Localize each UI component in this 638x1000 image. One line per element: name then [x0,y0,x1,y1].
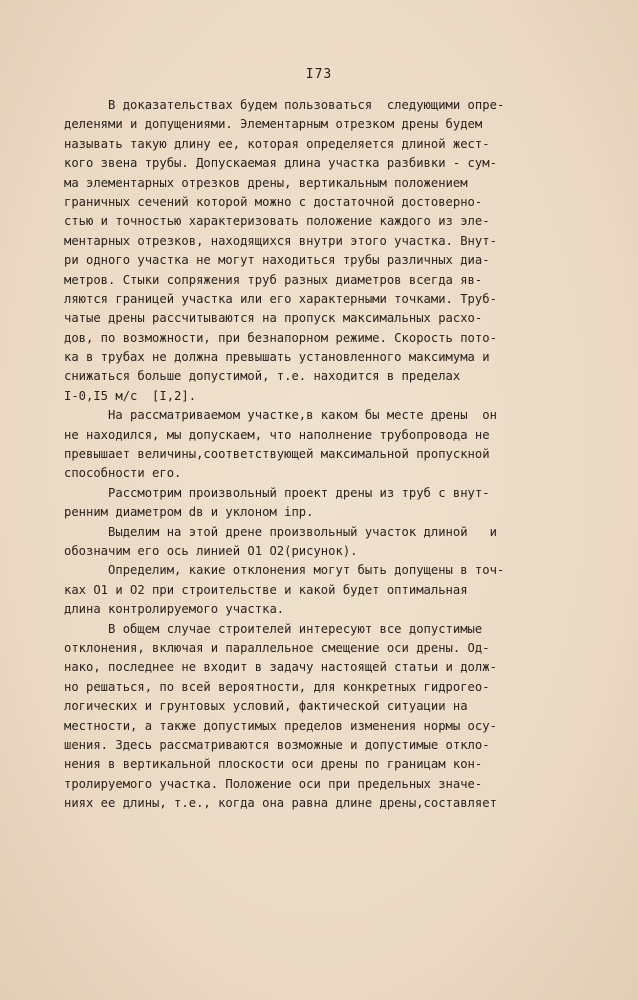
text-line: Выделим на этой дрене произвольный участок длиной и [64,524,497,539]
text-line: шения. Здесь рассматриваются возможные и допустимые откло- [64,737,490,752]
text-line: ренним диаметром dв и уклоном iпр. [64,505,314,520]
page-number: I73 [305,67,333,82]
text-line: но решаться, по всей вероятности, для конкретных гидрогео- [64,679,490,694]
text-line: местности, а также допустимых пределов изменения нормы осу- [64,718,497,733]
body-text [64,96,544,813]
text-line: способности его. [64,466,182,481]
text-line: не находился, мы допускаем, что наполнение трубопровода не [64,427,490,442]
text-line: На рассматриваемом участке,в каком бы месте дрены он [64,408,497,423]
text-line: отклонения, включая и параллельное смещение оси дрены. Од- [64,640,490,655]
text-line: ма элементарных отрезков дрены, вертикальным положением [64,175,468,190]
text-line: В общем случае строителей интересуют все допустимые [64,621,483,636]
text-line: нения в вертикальной плоскости оси дрены по границам кон- [64,757,483,772]
text-line: длина контролируемого участка. [64,602,285,617]
text-line: называть такую длину ее, которая определяется длиной жест- [64,136,490,151]
text-line: нако, последнее не входит в задачу настоящей статьи и долж- [64,660,497,675]
text-line: В доказательствах будем пользоваться следующими опре- [64,98,505,112]
text-line: метров. Стыки сопряжения труб разных диаметров всегда яв- [64,272,483,287]
text-line: чатые дрены рассчитываются на пропуск максимальных расхо- [64,311,483,326]
text-line: Рассмотрим произвольный проект дрены из труб с внут- [64,485,490,500]
text-line: ментарных отрезков, находящихся внутри этого участка. Внут- [64,233,497,248]
text-line: Определим, какие отклонения могут быть допущены в точ- [64,563,505,578]
text-line: ри одного участка не могут находиться трубы различных диа- [64,253,490,268]
text-line: ках O1 и O2 при строительстве и какой будет оптимальная [64,582,468,597]
text-line: дов, по возможности, при безнапорном режиме. Скорость пото- [64,330,497,345]
text-line: стью и точностью характеризовать положение каждого из эле- [64,214,490,229]
text-line: снижаться больше допустимой, т.е. находится в пределах [64,369,461,384]
text-line: превышает величины,соответствующей максимальной пропускной [64,447,490,462]
text-line: ниях ее длины, т.е., когда она равна длине дрены,составляет [64,796,497,811]
text-line: кого звена трубы. Допускаемая длина участка разбивки - сум- [64,156,497,171]
text-line: ляются границей участка или его характерными точками. Труб- [64,291,497,306]
text-line: тролируемого участка. Положение оси при предельных значе- [64,776,483,791]
text-line: I-0,I5 м/с [I,2]. [64,388,197,403]
text-line: ка в трубах не должна превышать установленного максимума и [64,350,490,365]
text-line: логических и грунтовых условий, фактической ситуации на [64,699,468,714]
text-line: обозначим его ось линией O1 O2(рисунок). [64,543,358,558]
text-line: граничных сечений которой можно с достаточной достоверно- [64,194,483,209]
text-line: деленями и допущениями. Элементарным отрезком дрены будем [64,117,483,132]
